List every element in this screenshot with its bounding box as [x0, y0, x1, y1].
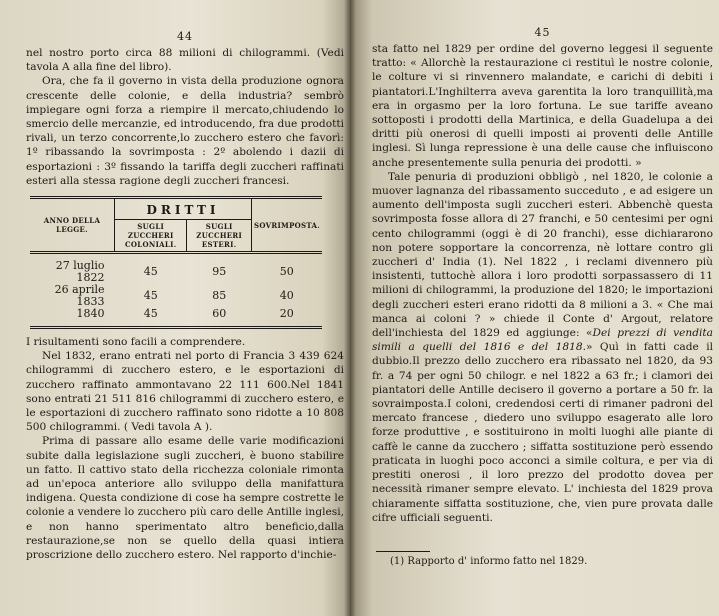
col-anno-header: ANNO DELLA LEGGE. [43, 216, 101, 235]
row-esteri: 60 [212, 307, 227, 321]
left-paragraph-4: Nel 1832, erano entrati nel porto di Francia 3 439 624 chilogrammi di zucchero estero, e le esportazioni di zucchero raffinato ammontavano 22 111 600.Nel 1841 sono entrati 21 511 816 chilogrammi di zucchero estero, e le esportazioni di zucchero raffinato sono ridotte a 10 808 500 chilogrammi. ( Vedi tavola A ). [26, 350, 344, 434]
right-paragraph-2b: » Quì in fatti cade il dubbio.Il prezzo dello zucchero era ribassato nel 1820, da 93 fr. a 74 per ogni 50 chilogr. e nel 1822 a 63 fr.; i clamori dei piantatori delle Antille decisero il governo a portare a 50 fr. la sovraimposta.I coloni, credendosi certi di rimaner padroni del mercato francese , diedero uno sviluppo esagerato alle loro forze produttive , e sostituirono in molti luoghi alle piante di caffè le canne da zucchero ; siffatta sostituzione però essendo praticata in luoghi poco acconci a simile coltura, e per via di prestiti onerosi , il loro prezzo del prodotto dovea per necessità rimaner sempre elevato. L' inchiesta del 1829 prova chiaramente siffatta sostituzione, che, vien pure provata dalle cifre ufficiali seguenti. [372, 341, 713, 524]
table-row [30, 284, 322, 308]
row-sovrimposta: 50 [279, 265, 294, 279]
left-paragraph-2: Ora, che fa il governo in vista della produzione ognora crescente delle colonie, e della industria? sembrò impiegare ogni forza a riempire il mercato,chiudendo lo smercio delle mercanzie, ed introducendo, fra due prodotti rivali, un terzo concorrente,lo zucchero estero che favorì: 1º ribassando la sovrimposta : 2º abolendo i dazii di esportazioni : 3º fissando la tariffa degli zuccheri raffinati esteri alla stessa ragione degli zuccheri francesi. [26, 75, 344, 187]
row-esteri: 85 [212, 289, 227, 303]
left-page-text [26, 46, 344, 188]
duties-table [30, 196, 322, 329]
page-number-left: 44 [177, 30, 193, 43]
col-sovrimposta-header: SOVRIMPOSTA. [251, 198, 322, 253]
right-page [350, 0, 719, 616]
right-page-text [372, 42, 713, 525]
col-esteri-header: SUGLI ZUCCHERI ESTERI. [187, 220, 252, 253]
italic-quote: Dei prezzi di vendita simili a quelli del 1816 e del 1818. [372, 327, 713, 354]
row-date: 26 aprile 1833 [54, 283, 105, 309]
book-gutter [344, 0, 356, 616]
row-coloniali: 45 [143, 307, 158, 321]
row-sovrimposta: 20 [279, 307, 294, 321]
row-coloniali: 45 [143, 265, 158, 279]
left-paragraph-3: I risultamenti sono facili a comprendere. [26, 336, 246, 349]
col-coloniali-header: SUGLI ZUCCHERI COLONIALI. [115, 220, 187, 253]
row-coloniali: 45 [143, 289, 158, 303]
footnote-rule [376, 551, 430, 552]
left-paragraph-1: nel nostro porto circa 88 milioni di chilogrammi. (Vedi tavola A alla fine del libro). [26, 47, 344, 74]
table-row [30, 308, 322, 328]
left-page-text-lower [26, 335, 344, 562]
table-row [30, 253, 322, 285]
left-page [0, 0, 350, 616]
left-paragraph-5: Prima di passare allo esame delle varie modificazioni subite dalla legislazione sugli zuccheri, è buono stabilire un fatto. Il cattivo stato della ricchezza coloniale rimonta ad un'epoca anteriore allo sviluppo della manifattura indigena. Questa condizione di cose ha sempre costrette le colonie a vendere lo zucchero più caro delle Antille inglesi, e non hanno sperimentato altro beneficio,dalla restaurazione,se non se quello della quasi intiera proscrizione dello zucchero estero. Nel rapporto d'inchie- [26, 435, 344, 562]
right-paragraph-2 [372, 170, 713, 525]
page-number-right: 45 [534, 26, 551, 39]
row-esteri: 95 [212, 265, 227, 279]
right-paragraph-2a: Tale penuria di produzioni obbligò , nel 1820, le colonie a muover lagnanza del ribassamento succeduto , e ad esigere un aumento dell'imposta sugli zuccheri esteri. Abbenchè questa sovrimposta fosse allora di 27 franchi, e 50 centesimi per ogni cento chilogrammi (oggi è di 20 franchi), esse dichiararono non potere sopportare la concorrenza, nè lottare contro gli zuccheri d' India (1). Nel 1822 , i reclami divennero più insistenti, tuttochè allora i loro prodotti sorpassassero di 11 milioni di chilogrammi, la produzione del 1820; le importazioni degli zuccheri esteri erano ridotti da 8 milioni a 3. « Che mai manca ai coloni ? » chiede il Conte d' Argout, relatore dell'inchiesta del 1829 ed aggiunge: « [372, 170, 713, 340]
row-date: 1840 [76, 307, 105, 321]
right-paragraph-1: sta fatto nel 1829 per ordine del governo leggesi il seguente tratto: « Allorchè la restaurazione ci restituì le nostre colonie, le colture vi si rinvennero malandate, e carichi di debiti i piantatori.L'Inghilterra aveva garentita la loro tranquillità,ma era in orgasmo per la loro fortuna. Le sue tariffe aveano sottoposti i prodotti della Martinica, e della Guadelupa a dei dritti più onerosi di quelli imposti ai proventi delle Antille inglesi. Sì lunga repressione è una delle cause che influiscono anche presentemente sulla penuria dei prodotti. » [372, 43, 713, 169]
footnote: (1) Rapporto d' informo fatto nel 1829. [390, 555, 588, 567]
dritti-header: DRITTI [115, 198, 252, 220]
row-date: 27 luglio 1822 [55, 259, 105, 285]
row-sovrimposta: 40 [279, 289, 294, 303]
